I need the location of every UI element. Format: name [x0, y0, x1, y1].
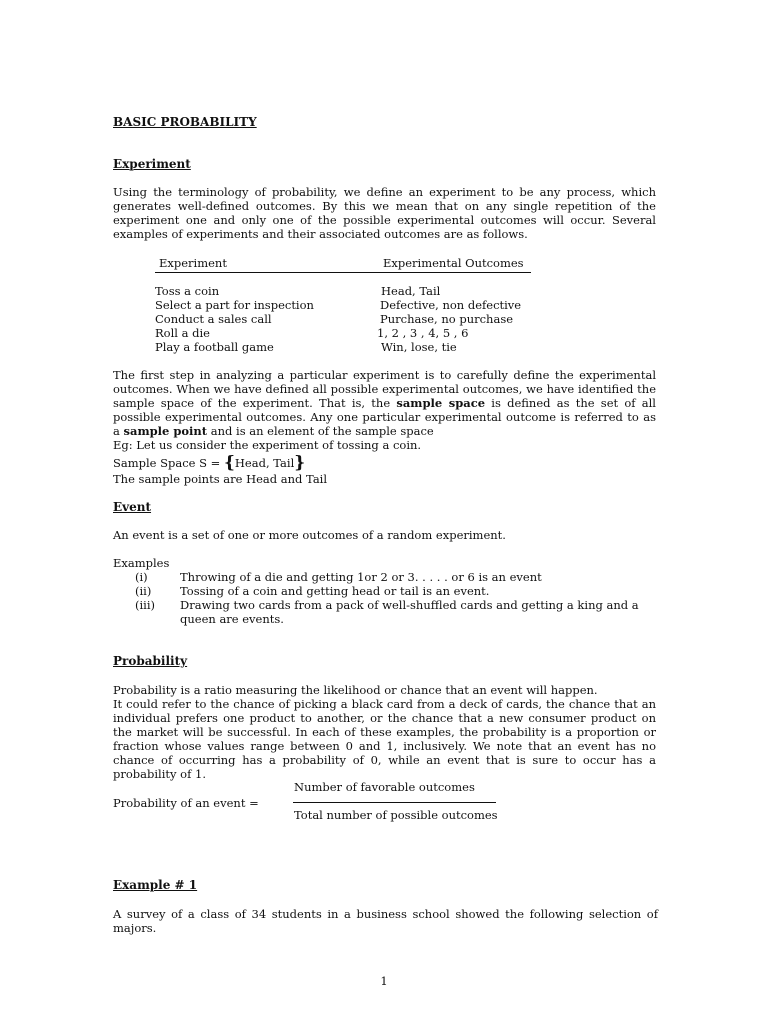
table-cell-experiment: Play a football game — [155, 340, 274, 354]
document-title: BASIC PROBABILITY — [113, 115, 257, 129]
formula-numerator: Number of favorable outcomes — [294, 780, 475, 794]
list-item-text: Tossing of a coin and getting head or tail is an event. — [180, 584, 490, 598]
table-row — [155, 298, 555, 312]
sample-points-line: The sample points are Head and Tail — [113, 472, 328, 486]
sample-space-text-1: The first step in analyzing a particular experiment is to carefully define the experimental outcomes. When we have defined all possible experimental outcomes, we have identified the sample space of the experiment. That is, the — [113, 368, 656, 410]
list-item-text: Drawing two cards from a pack of well-shuffled cards and getting a king and a queen are events. — [180, 598, 639, 626]
table-cell-outcomes: Head, Tail — [381, 284, 441, 298]
list-item-text: Throwing of a die and getting 1or 2 or 3. . . . . or 6 is an event — [180, 570, 542, 584]
experiment-table-header — [155, 256, 531, 273]
table-row — [155, 312, 555, 326]
table-cell-outcomes: Purchase, no purchase — [380, 312, 514, 326]
eg-line: Eg: Let us consider the experiment of tossing a coin. — [113, 438, 422, 452]
table-cell-experiment: Conduct a sales call — [155, 312, 272, 326]
table-cell-experiment: Select a part for inspection — [155, 298, 314, 312]
list-item-number: (ii) — [135, 584, 152, 598]
example1-heading: Example # 1 — [113, 878, 198, 892]
brace-open: { — [223, 453, 235, 473]
table-row — [155, 326, 555, 340]
table-cell-outcomes: Win, lose, tie — [381, 340, 457, 354]
event-definition: An event is a set of one or more outcomes of a random experiment. — [113, 528, 506, 542]
experiment-intro: Using the terminology of probability, we define an experiment to be any process, which generates well-defined outcomes. By this we mean that on any single repetition of the experiment one and only one of the possible experimental outcomes will occur. Several examples of experiments and their associated outcomes are as follows. — [113, 185, 656, 241]
examples-label: Examples — [113, 556, 170, 570]
example1-text: A survey of a class of 34 students in a business school showed the following selection of majors. — [113, 907, 658, 935]
sample-space-label: Sample Space S = — [113, 456, 224, 470]
fraction-bar — [293, 802, 496, 803]
table-header-outcomes: Experimental Outcomes — [383, 256, 524, 270]
sample-point-term: sample point — [123, 424, 208, 438]
event-heading: Event — [113, 500, 152, 514]
list-item-number: (i) — [135, 570, 148, 584]
formula-denominator: Total number of possible outcomes — [294, 808, 498, 822]
table-row — [155, 340, 555, 354]
sample-space-paragraph — [113, 368, 656, 438]
probability-heading: Probability — [113, 654, 188, 668]
brace-close: } — [294, 453, 306, 473]
experiment-heading: Experiment — [113, 157, 191, 171]
sample-space-term: sample space — [396, 396, 486, 410]
sample-space-text-3: and is an element of the sample space — [207, 424, 434, 438]
probability-definition: Probability is a ratio measuring the likelihood or chance that an event will happen. — [113, 683, 598, 697]
table-row — [155, 284, 555, 298]
table-cell-experiment: Roll a die — [155, 326, 210, 340]
sample-space-set: Head, Tail — [234, 456, 295, 470]
table-cell-outcomes: Defective, non defective — [380, 298, 522, 312]
table-cell-experiment: Toss a coin — [155, 284, 220, 298]
probability-paragraph: It could refer to the chance of picking a black card from a deck of cards, the chance that an individual prefers one product to another, or the chance that a new consumer product on the market will be successful. In each of these examples, the probability is a proportion or fraction whose values range between 0 and 1, inclusively. We note that an event has no chance of occurring has a probability of 0, while an event that is sure to occur has a probability of 1. — [113, 697, 656, 781]
formula-label: Probability of an event = — [113, 796, 259, 810]
list-item-number: (iii) — [135, 598, 156, 612]
page-number: 1 — [380, 974, 388, 988]
table-header-experiment: Experiment — [159, 256, 227, 270]
table-cell-outcomes: 1, 2 , 3 , 4, 5 , 6 — [377, 326, 469, 340]
sample-space-text-2: is defined as the set of all possible experimental outcomes. Any one particular experimental outcome is referred to as a — [113, 396, 656, 438]
sample-space-line — [113, 453, 306, 473]
